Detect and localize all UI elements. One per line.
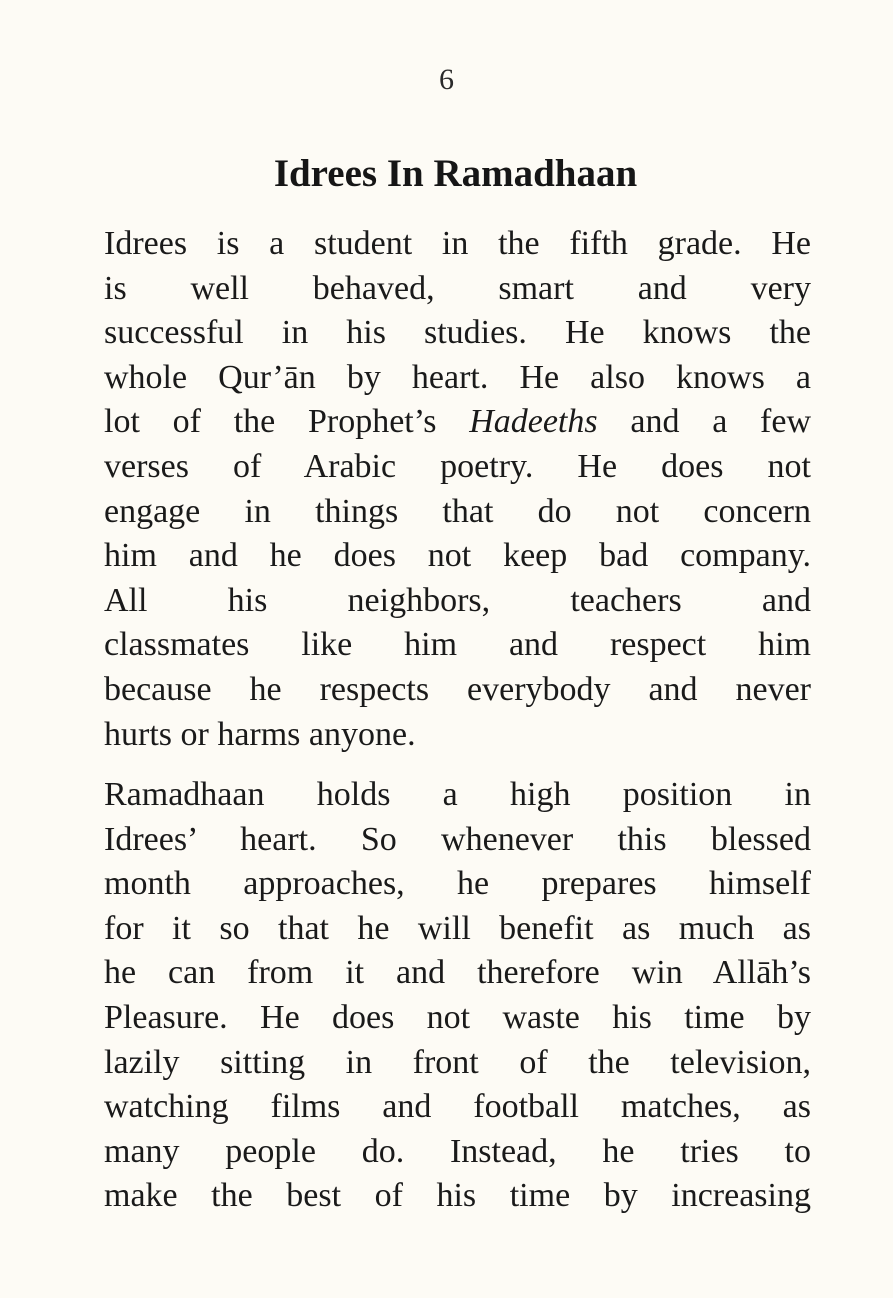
chapter-title: Idrees In Ramadhaan [273,152,638,195]
text-line: him and he does not keep bad company. [104,537,811,575]
text-line: Ramadhaan holds a high position in [104,776,811,813]
text-line: for it so that he will benefit as much as [104,909,811,947]
text-segment: lot of the Prophet’s [104,403,437,441]
text-line: lazily sitting in front of the television, [104,1043,811,1081]
paragraph-2 [104,773,811,1219]
text-line: many people do. Instead, he tries to [104,1132,811,1170]
text-line: Pleasure. He does not waste his time by [104,998,811,1036]
text-line: classmates like him and respect him [104,626,811,664]
text-line: successful in his studies. He knows the [104,314,811,352]
text-line: All his neighbors, teachers and [104,581,811,619]
text-segment: and a few [630,403,811,441]
italic-term-hadeeths: Hadeeths [469,403,598,441]
text-line: engage in things that do not concern [104,492,811,530]
text-line: whole Qur’ān by heart. He also knows a [104,358,811,396]
text-line: Idrees’ heart. So whenever this blessed [104,820,811,858]
text-line: make the best of his time by increasing [104,1177,811,1215]
text-line: month approaches, he prepares himself [104,865,811,903]
paragraph-1 [104,222,811,757]
text-line: Idrees is a student in the fifth grade. He [104,225,811,262]
text-line: hurts or harms anyone. [104,715,416,753]
text-line: verses of Arabic poetry. He does not [104,447,811,485]
text-line: he can from it and therefore win Allāh’s [104,954,811,992]
text-line: watching films and football matches, as [104,1088,811,1126]
page-number: 6 [439,63,454,96]
text-line: because he respects everybody and never [104,670,811,708]
text-line-with-italic [104,400,811,445]
text-line: is well behaved, smart and very [104,269,811,307]
